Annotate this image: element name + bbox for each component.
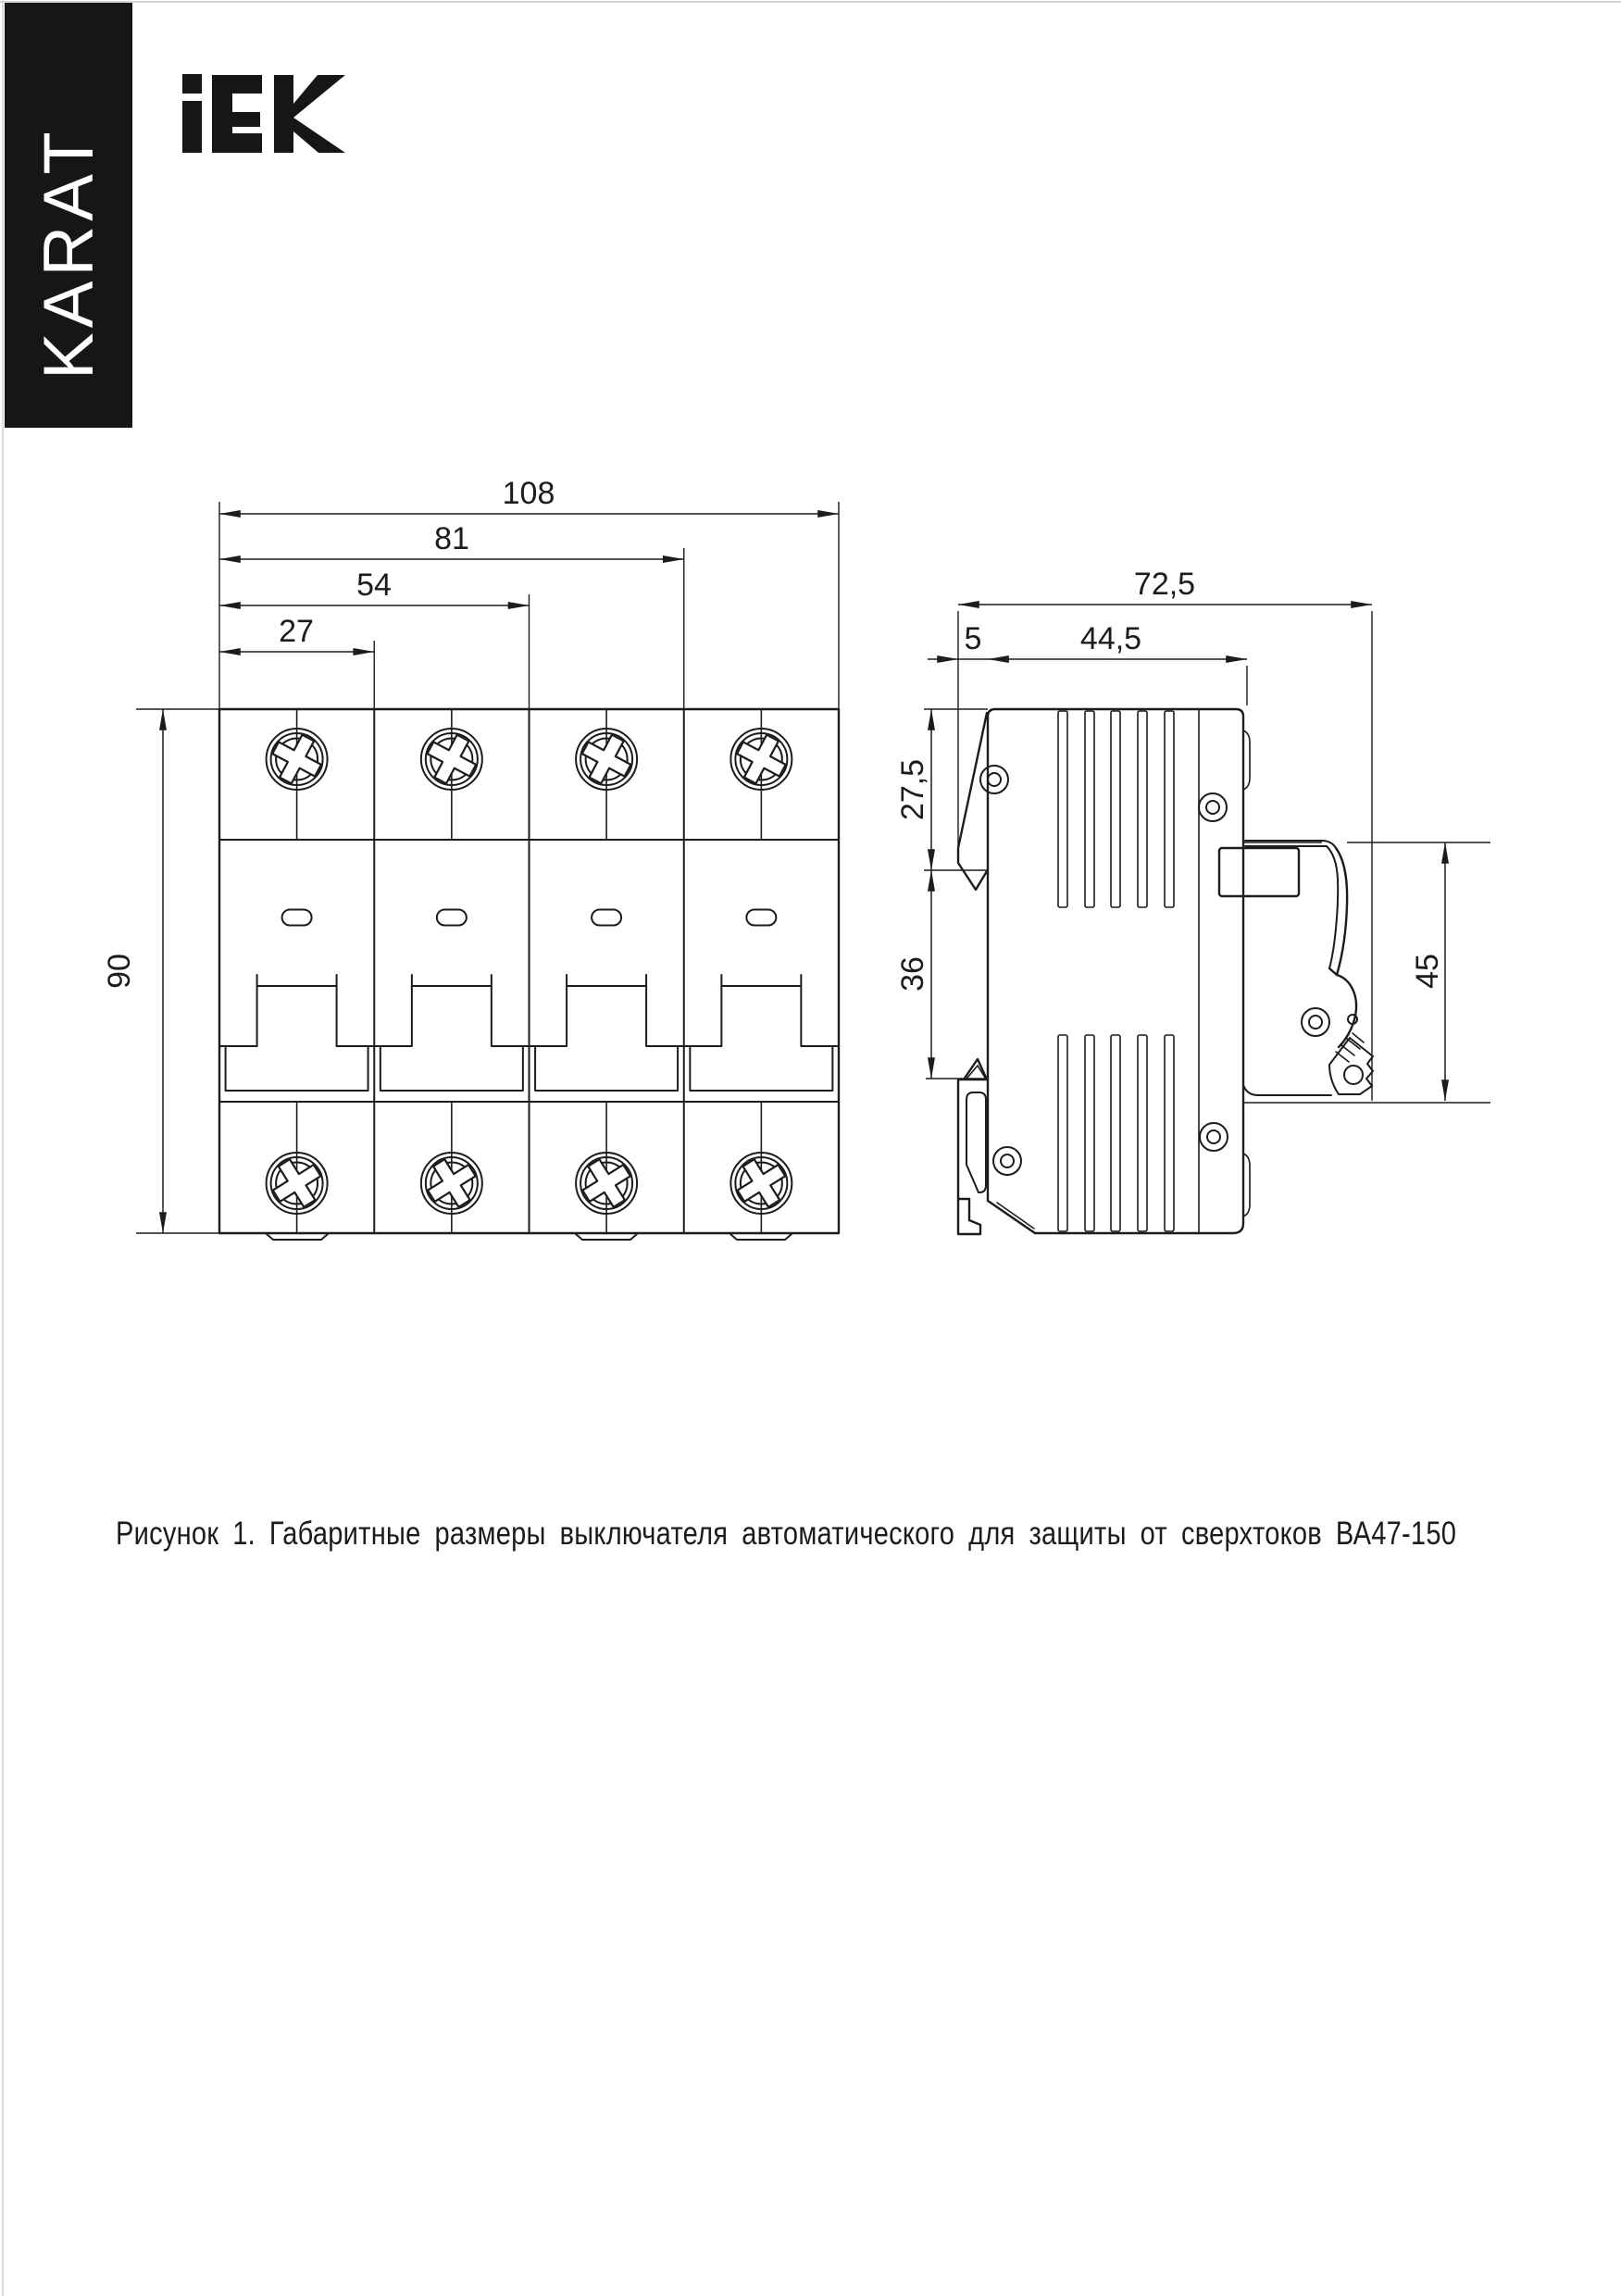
pole-1 [226, 709, 368, 1233]
dim-label-27: 27 [279, 614, 314, 649]
pole-3 [535, 709, 678, 1233]
figure-caption: Рисунок 1. Габаритные размеры выключателя автоматического для защиты от сверхтоков ВА47-150 [116, 1515, 1457, 1552]
brand-bar-label: KARAT [30, 127, 108, 380]
din-clip-lower [958, 1059, 987, 1234]
iek-logo [182, 74, 345, 153]
handle-pivot-boss [1329, 968, 1356, 1047]
rivets [980, 766, 1329, 1175]
bottom-taper-inner-line [997, 1203, 1034, 1229]
latch-pin [1344, 1066, 1363, 1084]
dim-label-90: 90 [102, 954, 137, 989]
ventilation-ribs [1058, 711, 1174, 1231]
front-view [102, 476, 839, 1240]
side-extension-lines [924, 611, 1490, 1103]
dim-label-45: 45 [1410, 954, 1445, 989]
dim-label-27-5: 27,5 [895, 758, 930, 821]
handle-knob [1219, 848, 1299, 896]
dim-label-108: 108 [502, 476, 555, 511]
dim-label-81: 81 [434, 521, 469, 556]
din-hook-upper [958, 713, 987, 890]
front-dimension-lines [163, 514, 839, 1233]
din-clip-window [966, 1092, 986, 1192]
dim-label-54: 54 [356, 568, 392, 603]
dim-label-44-5: 44,5 [1079, 621, 1142, 656]
pole-2 [380, 709, 523, 1233]
karat-brand-bar [5, 3, 132, 428]
side-view [895, 567, 1490, 1234]
panel-bottom-inner [1243, 1085, 1331, 1095]
dim-label-5: 5 [964, 621, 982, 656]
side-body-outline [988, 709, 1243, 1233]
mounting-feet [267, 1234, 792, 1240]
dim-label-36: 36 [895, 956, 930, 992]
pole-4 [690, 709, 832, 1233]
front-extension-lines [136, 502, 839, 1233]
dim-label-72-5: 72,5 [1133, 567, 1196, 602]
side-dimension-lines [928, 605, 1445, 1101]
handle-arm-inner [1327, 846, 1338, 968]
